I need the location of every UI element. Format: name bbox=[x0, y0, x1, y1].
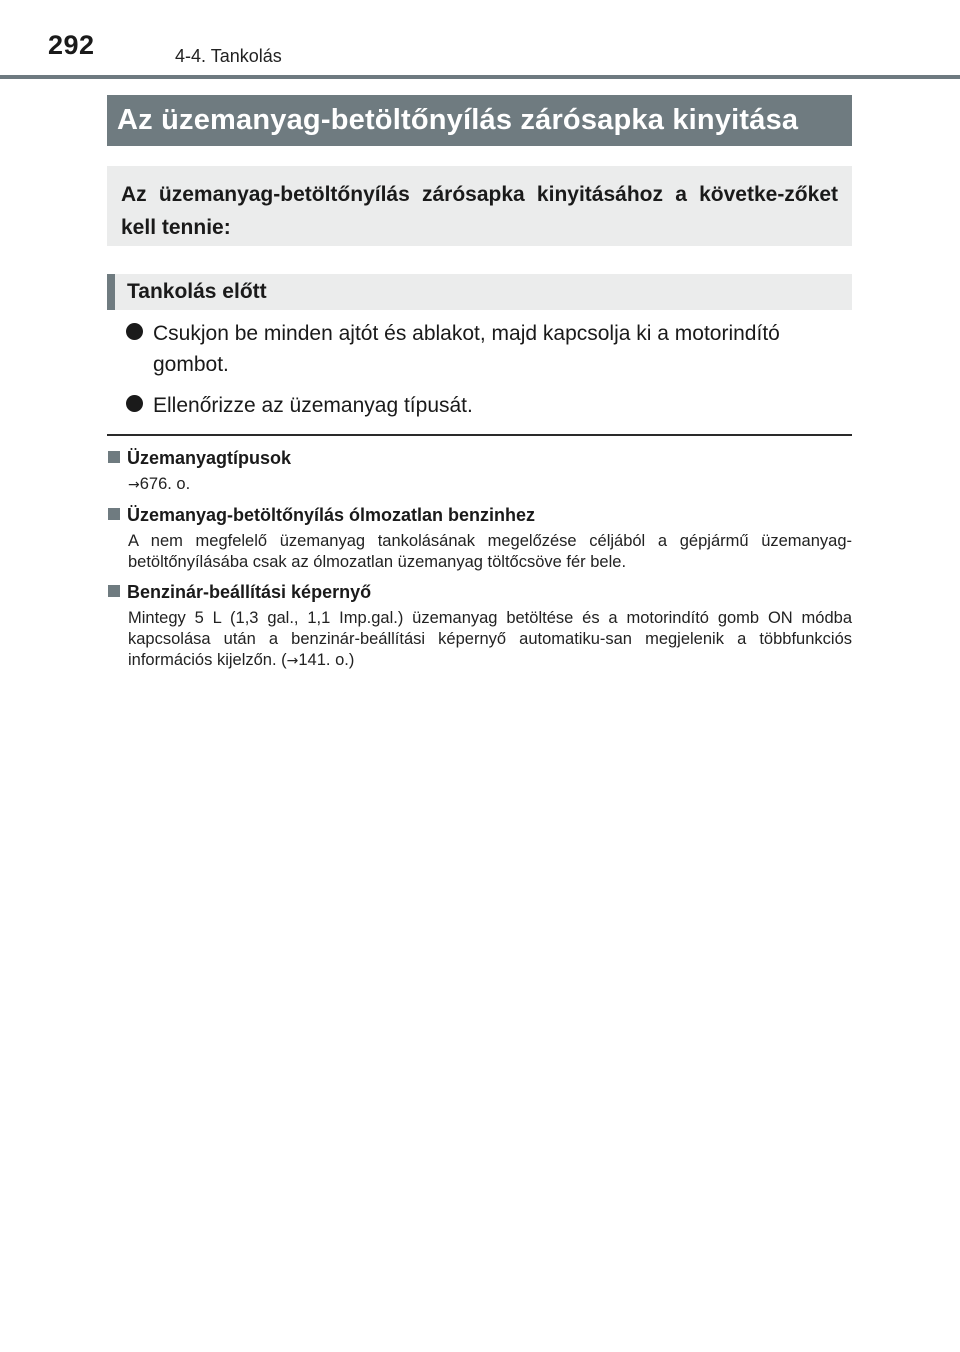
arrow-icon: → bbox=[286, 653, 299, 669]
square-bullet-icon bbox=[108, 508, 120, 520]
page-reference-link[interactable]: 676. o. bbox=[139, 475, 191, 493]
bullet-dot-icon bbox=[126, 323, 143, 340]
bullet-dot-icon bbox=[126, 395, 143, 412]
arrow-icon: → bbox=[128, 477, 140, 493]
list-item bbox=[124, 390, 854, 421]
bullet-text: Csukjon be minden ajtót és ablakot, majd kapcsolja ki a motorindító gombot. bbox=[153, 322, 780, 376]
intro-text: Az üzemanyag-betöltőnyílás zárósapka kinyitásához a követke-zőket kell tennie: bbox=[107, 166, 852, 246]
square-bullet-icon bbox=[108, 585, 120, 597]
header-rule bbox=[0, 75, 960, 79]
subsection-title: Tankolás előtt bbox=[107, 274, 852, 310]
note-unleaded-inlet bbox=[107, 504, 852, 573]
square-bullet-icon bbox=[108, 451, 120, 463]
note-body: Mintegy 5 L (1,3 gal., 1,1 Imp.gal.) üzemanyag betöltése és a motorindító gomb ON módba kapcsolása után a benzinár-beállítási képernyő automatiku-san megjelenik a többfunkciós információs kijelzőn. ( bbox=[128, 609, 852, 669]
note-heading: Üzemanyag-betöltőnyílás ólmozatlan benzinhez bbox=[127, 505, 536, 525]
note-fuel-types bbox=[107, 447, 852, 496]
note-heading: Benzinár-beállítási képernyő bbox=[127, 582, 372, 602]
note-heading: Üzemanyagtípusok bbox=[127, 448, 292, 468]
page-title: Az üzemanyag-betöltőnyílás zárósapka kinyitása bbox=[107, 95, 852, 146]
list-item bbox=[124, 318, 854, 380]
note-body: A nem megfelelő üzemanyag tankolásának megelőzése céljából a gépjármű üzemanyag-betöltőnyílásába csak az ólmozatlan üzemanyag töltőcsöve fér bele. bbox=[128, 532, 852, 571]
notes-section bbox=[107, 447, 852, 680]
note-fuel-price-screen bbox=[107, 581, 852, 672]
section-label: 4-4. Tankolás bbox=[175, 46, 282, 66]
bullet-list bbox=[124, 318, 854, 431]
page-number: 292 bbox=[48, 30, 95, 60]
bullet-text: Ellenőrizze az üzemanyag típusát. bbox=[153, 394, 473, 417]
section-divider bbox=[107, 434, 852, 436]
page-reference-link[interactable]: 141. o.) bbox=[298, 651, 355, 669]
